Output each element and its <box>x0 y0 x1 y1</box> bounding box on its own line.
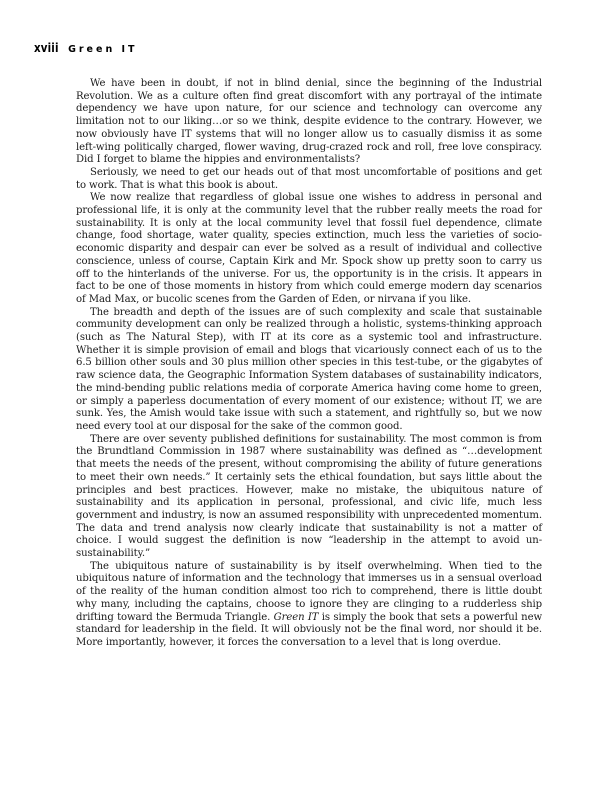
paragraph-2: Seriously, we need to get our heads out of that most uncomfortable of positions and get to work. That is what this book is about. <box>76 166 542 191</box>
paragraph-6 <box>76 561 542 650</box>
paragraph-5: There are over seventy published definitions for sustainability. The most common is from the Brundtland Commission in 1987 where sustainability was defined as “…development that meets the needs of the present, without compromising the ability of future generations to meet their own needs.” It certainly sets the ethical foundation, but says little about the principles and best practices. However, make no mistake, the ubiquitous nature of sustainability and its application in personal, professional, and civic life, much less government and industry, is now an assumed responsibility with unprecedented momentum. The data and trend analysis now clearly indicate that sustainability is not a matter of choice. I would suggest the definition is now “leadership in the attempt to avoid un-sustainability.” <box>76 433 542 560</box>
page-number: xviii <box>34 40 59 55</box>
paragraph-6-text-after: is simply the book that sets a powerful new standard for leadership in the field. It will obviously not be the final word, nor should it be. More importantly, however, it forces the conversation to a level that is long overdue. <box>76 611 543 648</box>
paragraph-6-text-before: The ubiquitous nature of sustainability is by itself overwhelming. When tied to the ubiquitous nature of information and the technology that immerses us in a sensual overload of the reality of the human condition almost too rich to comprehend, there is little doubt why many, including the captains, choose to ignore they are clinging to a rudderless ship drifting toward the Bermuda Triangle. <box>76 560 542 623</box>
paragraph-3: We now realize that regardless of global issue one wishes to address in personal and professional life, it is only at the community level that the rubber really meets the road for sustainability. It is only at the local community level that fossil fuel dependence, climate change, food shortage, water quality, species extinction, much less the varieties of socio-economic disparity and despair can ever be solved as a result of individual and collective conscience, unless of course, Captain Kirk and Mr. Spock show up pretty soon to carry us off to the hinterlands of the universe. For us, the opportunity is in the crisis. It appears in fact to be one of those moments in history from which could emerge modern day scenarios of Mad Max, or bucolic scenes from the Garden of Eden, or nirvana if you like. <box>76 192 542 305</box>
paragraph-1: We have been in doubt, if not in blind denial, since the beginning of the Industrial Revolution. We as a culture often find great discomfort with any portrayal of the intimate dependency we have upon nature, for our science and technology can overcome any limitation not to our liking…or so we think, despite evidence to the contrary. However, we now obviously have IT systems that will no longer allow us to casually dismiss it as some left-wing politically charged, flower waving, drug-crazed rock and roll, free love conspiracy. Did I forget to blame the hippies and environmentalists? <box>76 78 542 166</box>
running-head <box>34 40 138 56</box>
running-head-title: Green IT <box>68 44 138 55</box>
paragraph-4: The breadth and depth of the issues are of such complexity and scale that sustainable community development can only be realized through a holistic, systems-thinking approach (such as The Natural Step), with IT at its core as a systemic tool and infrastructure. Whether it is simple provision of email and blogs that vicariously connect each of us to the 6.5 billion other souls and 30 plus million other species in this test-tube, or the gigabytes of raw science data, the Geographic Information System databases of sustainability indicators, the mind-bending public relations media of corporate America having come home to green, or simply a paperless documentation of every moment of our existence; without IT, we are sunk. Yes, the Amish would take issue with such a statement, and rightfully so, but we now need every tool at our disposal for the sake of the common good. <box>76 306 542 432</box>
body-text <box>76 78 542 650</box>
paragraph-6-book-title: Green IT <box>273 611 319 623</box>
